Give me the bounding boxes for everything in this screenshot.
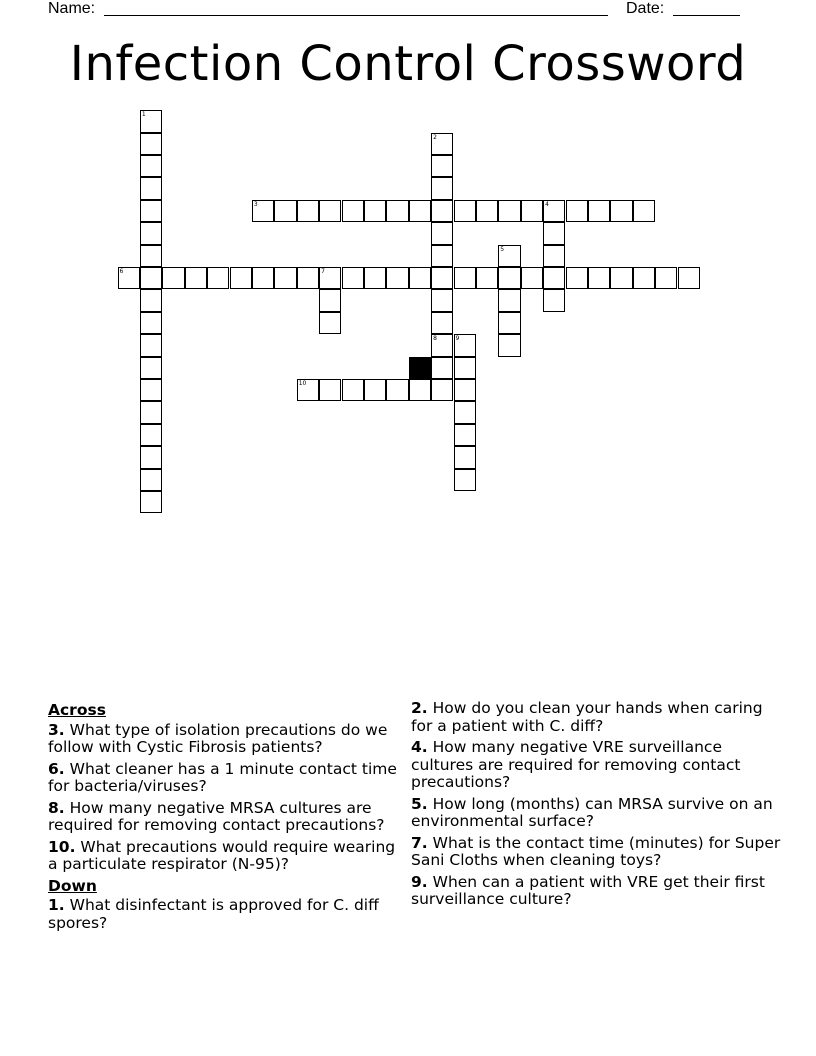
grid-cell[interactable] (252, 267, 274, 289)
grid-cell[interactable] (431, 267, 453, 289)
grid-cell[interactable] (140, 379, 162, 401)
grid-cell[interactable] (274, 267, 296, 289)
clue-text: How many negative VRE surveillance cultures are required for removing contact precautions? (411, 738, 741, 791)
clue-across-6 (48, 761, 408, 796)
grid-cell[interactable] (140, 334, 162, 356)
grid-cell[interactable] (454, 446, 476, 468)
grid-cell[interactable] (543, 267, 565, 289)
grid-cell[interactable] (431, 312, 453, 334)
grid-cell[interactable] (342, 200, 364, 222)
grid-cell[interactable] (431, 245, 453, 267)
clue-text: How do you clean your hands when caring for a patient with C. diff? (411, 699, 763, 735)
grid-cell[interactable] (454, 200, 476, 222)
clue-down-5 (411, 796, 781, 831)
clues-right-column (411, 700, 781, 913)
grid-cell[interactable] (521, 200, 543, 222)
grid-cell[interactable] (207, 267, 229, 289)
clue-down-1 (48, 897, 408, 932)
clue-number: 7. (411, 833, 428, 852)
clue-across-8 (48, 800, 408, 835)
grid-cell[interactable] (543, 200, 565, 222)
clue-number: 1. (48, 896, 65, 914)
clue-down-7 (411, 835, 781, 870)
grid-cell[interactable] (230, 267, 252, 289)
clue-down-2 (411, 700, 781, 735)
grid-cell[interactable] (431, 379, 453, 401)
grid-cell[interactable] (140, 357, 162, 379)
grid-cell[interactable] (140, 289, 162, 311)
grid-cell[interactable] (454, 424, 476, 446)
across-heading: Across (48, 701, 106, 719)
grid-cell[interactable] (140, 401, 162, 423)
clue-across-3 (48, 722, 408, 757)
grid-cell[interactable] (610, 200, 632, 222)
page-title: Infection Control Crossword (69, 36, 747, 92)
grid-cell[interactable] (588, 267, 610, 289)
grid-cell[interactable] (140, 177, 162, 199)
clue-text: How long (months) can MRSA survive on an environmental surface? (411, 794, 773, 830)
clue-text: When can a patient with VRE get their first surveillance culture? (411, 872, 765, 908)
grid-cell[interactable] (364, 267, 386, 289)
grid-cell[interactable] (297, 379, 319, 401)
grid-cell[interactable] (431, 177, 453, 199)
clue-number-label: 6 (119, 268, 124, 275)
date-label: Date: (626, 0, 665, 17)
grid-cell[interactable] (678, 267, 700, 289)
grid-cell[interactable] (409, 379, 431, 401)
grid-cell[interactable] (498, 334, 520, 356)
grid-cell[interactable] (364, 379, 386, 401)
clue-number: 3. (48, 720, 65, 739)
grid-cell[interactable] (655, 267, 677, 289)
grid-cell[interactable] (498, 200, 520, 222)
clue-text: What precautions would require wearing a particulate respirator (N-95)? (48, 837, 396, 873)
grid-cell[interactable] (498, 267, 520, 289)
grid-cell[interactable] (140, 469, 162, 491)
clues-left-column (48, 700, 408, 936)
grid-cell[interactable] (364, 200, 386, 222)
clue-number-label: 3 (253, 200, 258, 208)
clue-number: 5. (411, 794, 428, 813)
clue-number: 4. (411, 738, 428, 756)
clue-number-label: 5 (500, 245, 505, 253)
grid-cell[interactable] (386, 200, 408, 222)
down-heading: Down (48, 876, 97, 895)
clue-number-label: 2 (433, 133, 437, 141)
grid-cell[interactable] (588, 200, 610, 222)
grid-cell[interactable] (409, 267, 431, 289)
grid-cell[interactable] (454, 357, 476, 379)
clue-number: 8. (48, 798, 65, 817)
grid-cell[interactable] (297, 200, 319, 222)
grid-cell[interactable] (140, 312, 162, 334)
clue-number-label: 9 (455, 335, 460, 343)
clue-across-10 (48, 839, 408, 874)
grid-cell[interactable] (342, 379, 364, 401)
grid-cell[interactable] (274, 200, 296, 222)
clue-text: What is the contact time (minutes) for Super Sani Cloths when cleaning toys? (411, 833, 781, 869)
grid-block-cell (409, 357, 431, 379)
grid-cell[interactable] (566, 267, 588, 289)
grid-cell[interactable] (297, 267, 319, 289)
grid-cell[interactable] (140, 446, 162, 468)
grid-cell[interactable] (140, 133, 162, 155)
grid-cell[interactable] (319, 379, 341, 401)
grid-cell[interactable] (319, 289, 341, 311)
grid-cell[interactable] (319, 312, 341, 334)
grid-cell[interactable] (431, 133, 453, 155)
grid-cell[interactable] (454, 267, 476, 289)
grid-cell[interactable] (140, 245, 162, 267)
grid-cell[interactable] (633, 200, 655, 222)
name-label: Name: (48, 0, 96, 17)
grid-cell[interactable] (252, 200, 274, 222)
clue-number: 2. (411, 699, 428, 717)
grid-cell[interactable] (543, 222, 565, 244)
clue-number: 6. (48, 759, 65, 778)
grid-cell[interactable] (521, 267, 543, 289)
grid-cell[interactable] (454, 401, 476, 423)
grid-cell[interactable] (454, 469, 476, 491)
grid-cell[interactable] (543, 289, 565, 311)
grid-cell[interactable] (185, 267, 207, 289)
grid-cell[interactable] (610, 267, 632, 289)
clue-text: What disinfectant is approved for C. diff spores? (48, 896, 379, 932)
grid-cell[interactable] (140, 222, 162, 244)
clue-number: 10. (48, 837, 76, 856)
clue-number-label: 1 (141, 111, 146, 119)
grid-cell[interactable] (431, 155, 453, 177)
grid-cell[interactable] (431, 222, 453, 244)
grid-cell[interactable] (140, 155, 162, 177)
grid-cell[interactable] (319, 200, 341, 222)
grid-cell[interactable] (498, 289, 520, 311)
grid-cell[interactable] (431, 200, 453, 222)
clue-down-9 (411, 874, 781, 909)
grid-cell[interactable] (454, 379, 476, 401)
grid-cell[interactable] (118, 267, 140, 289)
grid-cell[interactable] (140, 267, 162, 289)
clue-number-label: 4 (545, 200, 549, 208)
grid-cell[interactable] (431, 357, 453, 379)
grid-cell[interactable] (476, 200, 498, 222)
grid-cell[interactable] (342, 267, 364, 289)
grid-cell[interactable] (543, 245, 565, 267)
grid-cell[interactable] (566, 200, 588, 222)
grid-cell[interactable] (386, 379, 408, 401)
grid-cell[interactable] (319, 267, 341, 289)
grid-cell[interactable] (140, 200, 162, 222)
grid-cell[interactable] (454, 334, 476, 356)
grid-cell[interactable] (140, 491, 162, 513)
grid-cell[interactable] (431, 334, 453, 356)
grid-cell[interactable] (633, 267, 655, 289)
grid-cell[interactable] (162, 267, 184, 289)
grid-cell[interactable] (386, 267, 408, 289)
clue-text: What type of isolation precautions do we follow with Cystic Fibrosis patients? (48, 720, 388, 756)
grid-cell[interactable] (498, 245, 520, 267)
clue-text: How many negative MRSA cultures are required for removing contact precautions? (48, 798, 385, 834)
grid-cell[interactable] (431, 289, 453, 311)
clue-number-label: 8 (433, 335, 437, 343)
grid-cell[interactable] (140, 110, 162, 132)
grid-cell[interactable] (476, 267, 498, 289)
grid-cell[interactable] (498, 312, 520, 334)
clue-number-label: 10 (298, 380, 307, 387)
clue-number-label: 7 (321, 268, 325, 275)
grid-cell[interactable] (140, 424, 162, 446)
grid-cell[interactable] (409, 200, 431, 222)
clue-text: What cleaner has a 1 minute contact time for bacteria/viruses? (48, 759, 397, 795)
clue-down-4 (411, 739, 781, 792)
clue-number: 9. (411, 872, 428, 891)
